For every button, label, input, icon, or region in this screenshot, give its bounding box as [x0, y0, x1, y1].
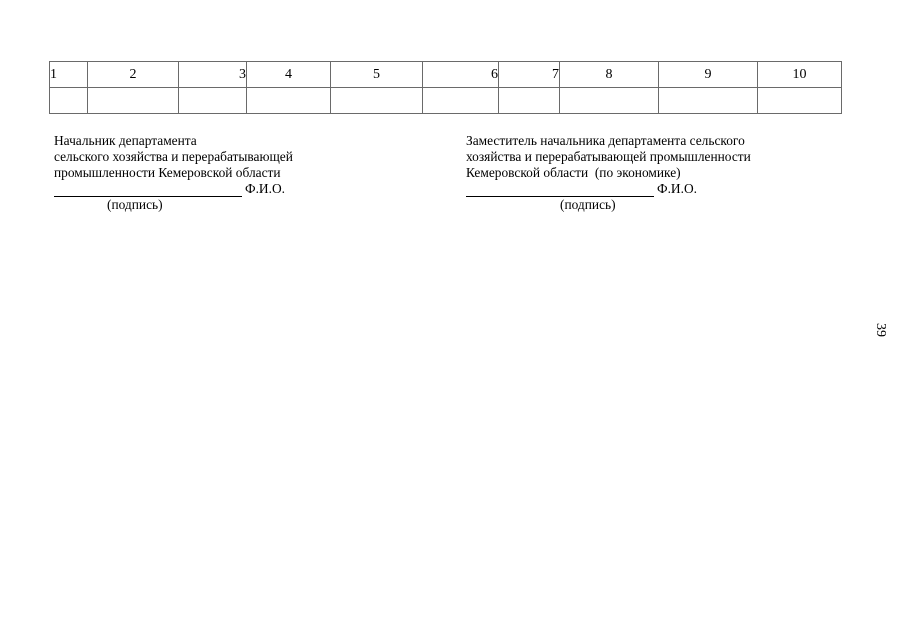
signature-title-line: Заместитель начальника департамента сельского: [466, 133, 745, 148]
table-header-cell: 6: [423, 62, 499, 88]
table-cell: [50, 88, 88, 114]
table-cell: [423, 88, 499, 114]
name-placeholder: Ф.И.О.: [245, 181, 285, 196]
table-cell: [659, 88, 758, 114]
table-header-cell: 8: [560, 62, 659, 88]
table-cell: [560, 88, 659, 114]
table-header-cell: 2: [88, 62, 179, 88]
signature-title-line: Начальник департамента: [54, 133, 197, 148]
table-cell: [331, 88, 423, 114]
table-header-cell: 4: [247, 62, 331, 88]
signature-title-line: промышленности Кемеровской области: [54, 165, 281, 180]
signature-title-line: Кемеровской области (по экономике): [466, 165, 681, 180]
table-cell: [179, 88, 247, 114]
table-cell: [88, 88, 179, 114]
table-header-cell: 5: [331, 62, 423, 88]
signature-title-line: хозяйства и перерабатывающей промышленности: [466, 149, 751, 164]
signature-underline: [54, 184, 242, 197]
table-header-cell: 7: [499, 62, 560, 88]
signature-block-left: [54, 133, 434, 212]
table-cell: [247, 88, 331, 114]
table-cell: [499, 88, 560, 114]
signature-line-row: [466, 181, 866, 197]
name-placeholder: Ф.И.О.: [657, 181, 697, 196]
signature-caption: (подпись): [107, 197, 163, 212]
table-header-cell: 3: [179, 62, 247, 88]
table-header-cell: 9: [659, 62, 758, 88]
signature-caption: (подпись): [560, 197, 616, 212]
table-header-cell: 1: [50, 62, 88, 88]
table-cell: [758, 88, 842, 114]
table-header-cell: 10: [758, 62, 842, 88]
signature-block-right: [466, 133, 866, 212]
signature-title-line: сельского хозяйства и перерабатывающей: [54, 149, 293, 164]
table-header-row: [50, 62, 842, 88]
signature-line-row: [54, 181, 434, 197]
page-number: 39: [873, 323, 888, 337]
signature-underline: [466, 184, 654, 197]
data-table: [49, 61, 842, 114]
table-row: [50, 88, 842, 114]
